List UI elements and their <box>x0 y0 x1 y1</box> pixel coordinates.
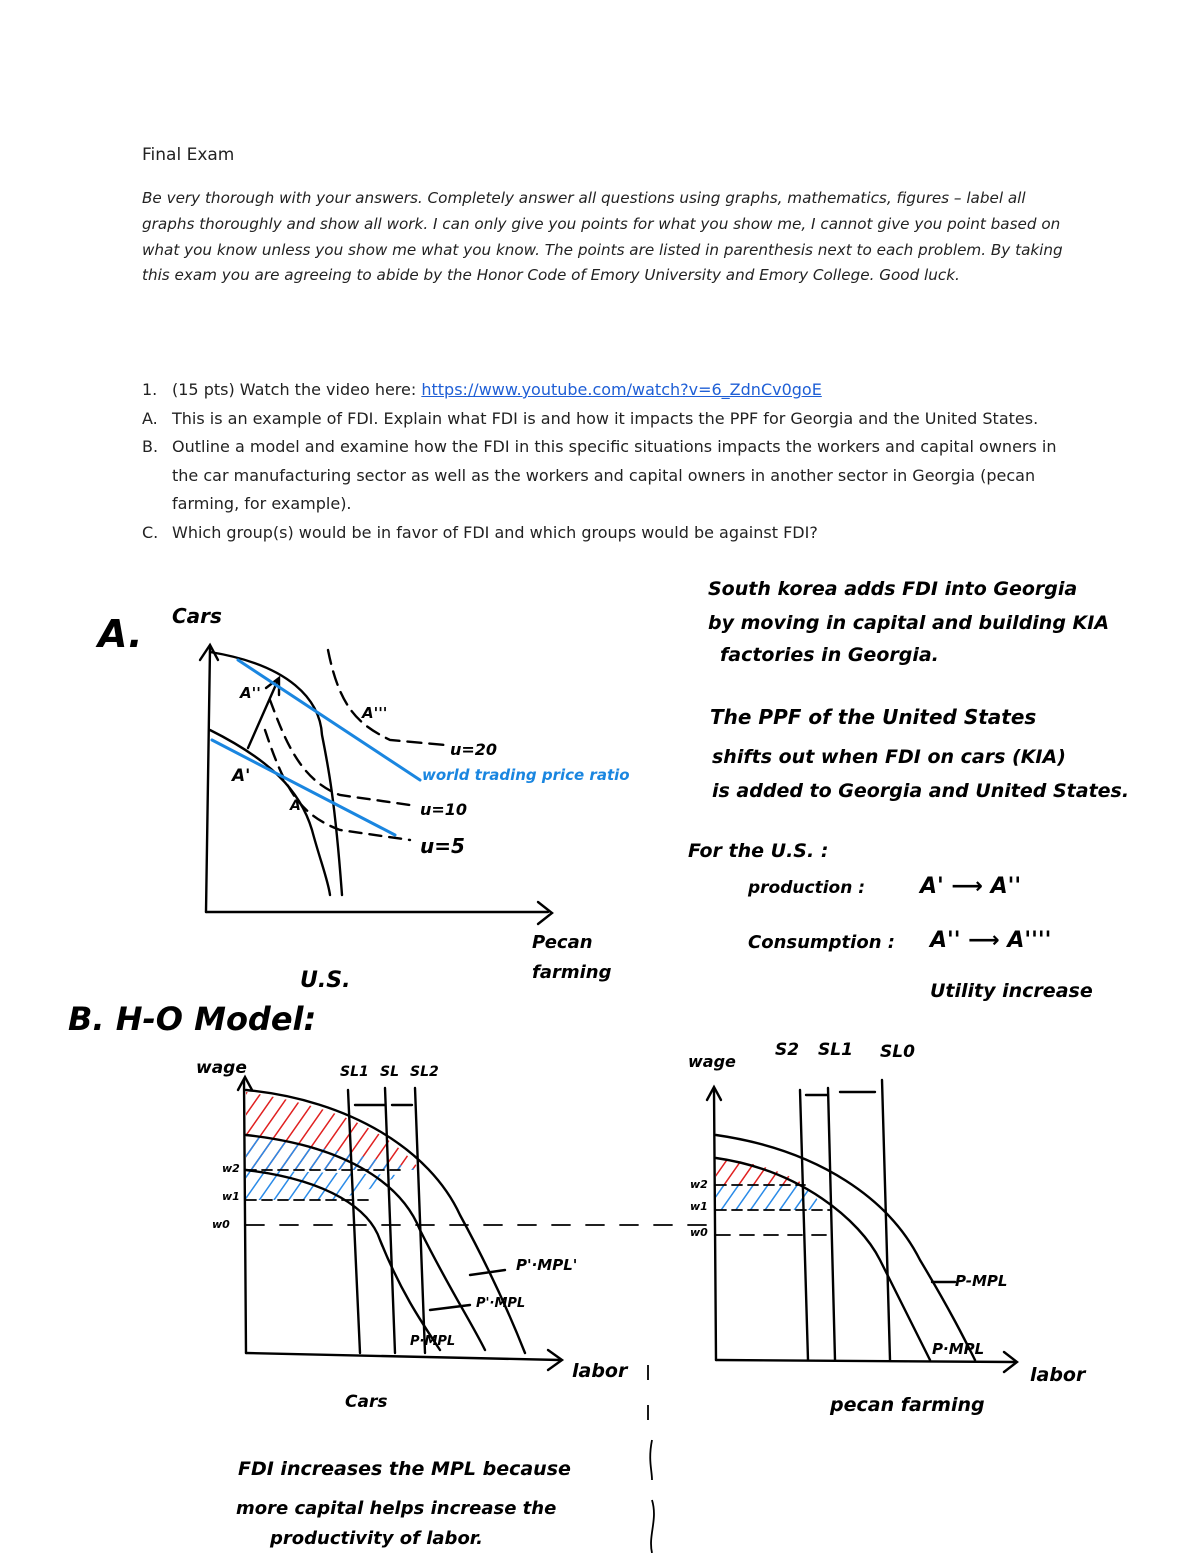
utility-label: u=10 <box>420 800 468 819</box>
answer-a-note-line: is added to Georgia and United States. <box>712 780 1130 802</box>
price-line-lower <box>212 740 395 835</box>
answer-a-note-line: South korea adds FDI into Georgia <box>708 578 1078 600</box>
cars-labor-graph <box>238 1077 720 1370</box>
supply-line-2 <box>385 1088 395 1353</box>
pecan-wage-label: w1 <box>690 1200 708 1213</box>
part-text: Outline a model and examine how the FDI in this specific situations impacts the workers and capital owners in the car manufacturing sector as well as the workers and capital owners in another sector in Georgia (pecan farming, for example). <box>172 437 1057 513</box>
answer-b-note-line: more capital helps increase the <box>236 1498 557 1519</box>
ppf-x-label-line1: Pecan <box>532 932 593 953</box>
cars-x-label: labor <box>572 1360 628 1382</box>
part-letter: B. <box>142 437 159 456</box>
part-text: Which group(s) would be in favor of FDI and which groups would be against FDI? <box>172 522 818 542</box>
utility-label: u=20 <box>450 740 498 759</box>
cars-supply-label: SL <box>380 1064 400 1080</box>
part-letter: A. <box>142 408 158 428</box>
part-letter: C. <box>142 522 159 542</box>
answer-a-note-line: by moving in capital and building KIA <box>708 612 1110 634</box>
y-axis <box>244 1080 246 1353</box>
pecan-x-label: labor <box>1030 1364 1086 1386</box>
price-line-label: world trading price ratio <box>422 766 630 784</box>
point-label: A''' <box>362 704 388 722</box>
consumption-label: Consumption : <box>748 932 895 953</box>
production-change: A' ⟶ A'' <box>920 874 1022 899</box>
cars-curve-label: P'·MPL <box>476 1296 526 1311</box>
point-label: A' <box>232 766 251 786</box>
answer-a-note-line: factories in Georgia. <box>720 644 939 666</box>
point-label: A'' <box>240 684 261 702</box>
question-points-text: (15 pts) Watch the video here: <box>172 380 422 399</box>
margin-marks <box>648 1365 654 1553</box>
utility-label: u=5 <box>420 834 465 858</box>
x-axis <box>716 1360 1015 1362</box>
pecan-curve-label: P-MPL <box>955 1272 1008 1290</box>
point-label: A <box>290 798 301 814</box>
answer-b-note-line: productivity of labor. <box>270 1528 483 1549</box>
us-heading: For the U.S. : <box>688 840 829 862</box>
x-axis <box>246 1353 560 1360</box>
price-line-upper <box>238 660 420 780</box>
cars-supply-label: SL1 <box>340 1064 369 1080</box>
cars-wage-label: w0 <box>212 1218 230 1231</box>
cars-curve-label: P'·MPL' <box>516 1256 578 1274</box>
cars-wage-label: w1 <box>222 1190 240 1203</box>
ppf-caption: U.S. <box>300 968 351 993</box>
pecan-supply-label: SL0 <box>880 1042 915 1062</box>
answer-a-note-line: The PPF of the United States <box>710 705 1037 729</box>
utility-curve-5 <box>265 730 410 840</box>
exam-instructions: Be very thorough with your answers. Completely answer all questions using graphs, mathematics, figures – label all graphs thoroughly and show all work. I can only give you points for what you show me, I cannot give you point based on what you know unless you show me what you know. The points are listed in parenthesis next to each problem. By taking this exam you are agreeing to abide by the Honor Code of Emory University and Emory College. Good luck. <box>142 189 1063 285</box>
cars-wage-label: w2 <box>222 1162 240 1175</box>
pecan-wage-label: w0 <box>690 1226 708 1239</box>
ppf-y-label: Cars <box>172 604 222 628</box>
supply-line-sl0 <box>882 1080 890 1360</box>
answer-b-note-line: FDI increases the MPL because <box>238 1458 571 1480</box>
video-link[interactable]: https://www.youtube.com/watch?v=6_ZdnCv0goE <box>421 380 822 399</box>
pecan-curve-label: P·MPL <box>932 1340 985 1358</box>
supply-line-sl1 <box>828 1088 835 1360</box>
cars-curve-label: P·MPL <box>410 1334 456 1349</box>
production-label: production : <box>748 878 866 898</box>
pecan-supply-label: S2 <box>775 1040 800 1060</box>
y-axis <box>714 1090 716 1360</box>
cars-caption: Cars <box>345 1392 388 1412</box>
pecan-wage-label: w2 <box>690 1178 708 1191</box>
pecan-y-label: wage <box>688 1052 736 1071</box>
question-number: 1. <box>142 380 158 399</box>
supply-line-s2 <box>800 1090 808 1360</box>
pecan-supply-label: SL1 <box>818 1040 853 1060</box>
answer-a-label: A. <box>98 612 143 656</box>
y-axis <box>206 648 210 912</box>
consumption-change: A'' ⟶ A'''' <box>930 928 1052 953</box>
ppf-old <box>210 730 330 895</box>
part-text: This is an example of FDI. Explain what FDI is and how it impacts the PPF for Georgia and the United States. <box>172 408 1039 428</box>
utility-note: Utility increase <box>930 980 1093 1002</box>
cars-y-label: wage <box>196 1058 247 1078</box>
pecan-caption: pecan farming <box>830 1394 985 1416</box>
answer-b-label: B. H-O Model: <box>68 1000 317 1038</box>
pecan-labor-graph <box>707 1080 1017 1372</box>
exam-title: Final Exam <box>142 145 235 165</box>
answer-a-note-line: shifts out when FDI on cars (KIA) <box>712 746 1066 768</box>
cars-supply-label: SL2 <box>410 1064 439 1080</box>
ppf-x-label-line2: farming <box>532 962 612 983</box>
